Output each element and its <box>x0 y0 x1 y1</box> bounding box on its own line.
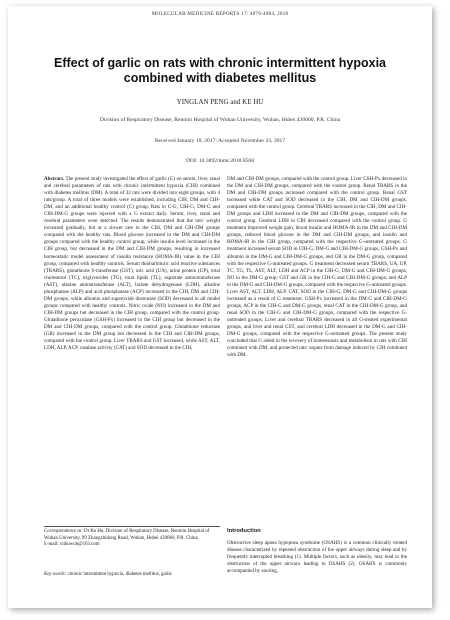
paper-title: Effect of garlic on rats with chronic intermittent hypoxia combined with diabetes mellitus <box>54 56 386 85</box>
correspondence-label: Correspondence to: <box>44 529 83 534</box>
abstract-left-column <box>44 176 220 352</box>
email-address: E-mail: xuhuwuh@163.com <box>44 542 100 548</box>
footnote-divider <box>44 526 220 527</box>
doi: DOI: 10.3892/mmr.2018.8568 <box>185 158 255 164</box>
affiliation: Division of Respiratory Disease, Renmin Hospital of Wuhan University, Wuhan, Hubei 430060, P.R. China <box>99 117 341 123</box>
authors: YINGLAN PENG and KE HU <box>176 98 264 106</box>
received-accepted-dates: Received January 18, 2017; Accepted November 23, 2017 <box>154 138 286 144</box>
abstract-label: Abstract. <box>44 176 65 182</box>
abstract-text-right: DM and CIH-DM groups, compared with the control group. Liver GSH-Px decreased in the DM and CIH-DM groups, compared with the control group. Renal TBARS in the DM and CIH-DM groups increased compared with the control group. Renal GST increased while CAT and SOD decreased in the CIH, DM and CIH-DM groups, compared with the control group. Cerebral TBARS increased in the CIH, DM and CIH-DM groups and LDH increased in the DM and CIH-DM groups, compared with the control group. Cerebral LDH in CIH decreased compared with the control group. G treatment improved weight gain, blood insulin and HOMA-IR in the DM and CIH-DM groups, reduced blood glucose in the DM and CIH-DM groups, and insulin and HOMA-IR in the CIH group, compared with the respective G-untreated groups. G treatment increased serum SOD in CIH-G, DM-G and CIH-DM-G groups, GSH-Px and albumin in the DM-G and CIH-DM-G groups, and GR in the DM-G group, compared with the respective G-untreated groups. G treatment decreased serum TBARS, UA, UP, TC, TG, TL, AST, ALT, LDH and ACP in the CIH-G, DM-G and CIH-DM-G groups, NO in the DM-G group; GST and GR in the CIH-G and CIH-DM-G groups; and ALP in the DM-G and CIH-DM-G groups, compared with the respective G-untreated groups. Liver AST, ALT, LDH, ALP, CAT, SOD in the CIH-G, DM-G and CIH-DM-G groups increased as a result of G treatment. GSH-Px increased in the DM-G and CIH-DM-G groups, ACP in the CIH-G and DM-G groups, renal CAT in the CIH-DM-G group, and renal SOD in the CIH-G and CIH-DM-G groups, compared with the respective G-untreated groups. Liver and cerebral TBARS decreased in all G-treated experimental groups, and liver and renal GST, and cerebral LDH decreased in the DM-G and CIH-DM-G groups, compared with the respective G-untreated groups. The present study concluded that G aided in the recovery of homeostasis and metabolism in rats with CIH combined with DM, and protected rats' organs from damage induced by CIH combined with DM. <box>227 176 407 359</box>
keywords <box>44 572 220 579</box>
correspondence-text: Dr Ke Hu, Division of Respiratory Disease, Renmin Hospital of Wuhan University, 99 Zhangzhidong Road, Wuhan, Hubei 430060, P.R. China <box>44 529 210 541</box>
correspondence-footnote <box>44 529 220 549</box>
abstract-right-column <box>227 176 407 359</box>
keywords-text: chronic intermittent hypoxia, diabetes mellitus, garlic <box>67 572 173 577</box>
abstract-text-left: The present study investigated the effect of garlic (G) on serum, liver, renal and cerebral parameters of rats with chronic intermittent hypoxia (CIH) combined with diabetes mellitus (DM). A total of 32 rats were divided into eight groups, with 4 rats/group. A total of three models were established, including CIH, DM and CIH-DM, and an additional healthy control (C) group. Rats in C-G, CIH-G, DM-G and CIH-DM-G groups were injected with a G extract daily. Serum, liver, renal and cerebral parameters were detected. The results demonstrated that the rats' weight increased gradually, but at a slower rate in the CIH, DM and CIH-DM groups compared with the healthy rats. Blood glucose increased in the DM and CIH-DM groups compared with the healthy control group, while insulin level increased in the CIH group, but decreased in the DM and CIH-DM groups, resulting in increased homeostatic model assessment of insulin resistance (HOMA-IR) value in the CIH group, compared with healthy controls. Serum thiobarbituric acid reactive substances (TBARS), glutathione S-transferase (GST), uric acid (UA), urine protein (UP), total cholesterol (TC), triglycerides (TG), total lipids (TL), aspartate aminotransferase (AST), alanine aminotransferase (ALT), lactate dehydrogenase (LDH), alkaline phosphatase (ALP) and acid phosphatase (ACP) increased in the CIH, DM and CIH-DM groups, while albumin and superoxide dismutase (SOD) decreased in all model groups compared with healthy controls. Nitric oxide (NO) increased in the DM and CIH-DM groups but decreased in the CIH group, compared with the control group. Glutathione peroxidase (GSH-Px) increased in the CIH group but decreased in the DM and CIH-DM groups, compared with the control group. Glutathione reductase (GR) increased in the DM group but decreased in the CIH and CIH-DM groups, compared with the control group. Liver TBARS and GST increased, while AST, ALT, LDH, ALP, ACP, catalase activity (CAT) and SOD decreased in the CIH, <box>44 176 220 352</box>
introduction-heading: Introduction <box>227 528 261 534</box>
keywords-label: Key words: <box>44 572 67 577</box>
journal-header: MOLECULAR MEDICINE REPORTS 17: 4076-4084, 2018 <box>151 11 289 17</box>
paper-page <box>8 6 432 608</box>
introduction-text: Obstructive sleep apnea hypopnea syndrome (OSAHS) is a common clinically treated disease characterized by repeated obstruction of the upper airways during sleep and by frequently interrupted breathing (1). Multiple factors, such as obesity, may lead to the obstruction of the upper airways leading to OSAHS (2). OSAHS is commonly accompanied by snoring, <box>227 540 407 575</box>
